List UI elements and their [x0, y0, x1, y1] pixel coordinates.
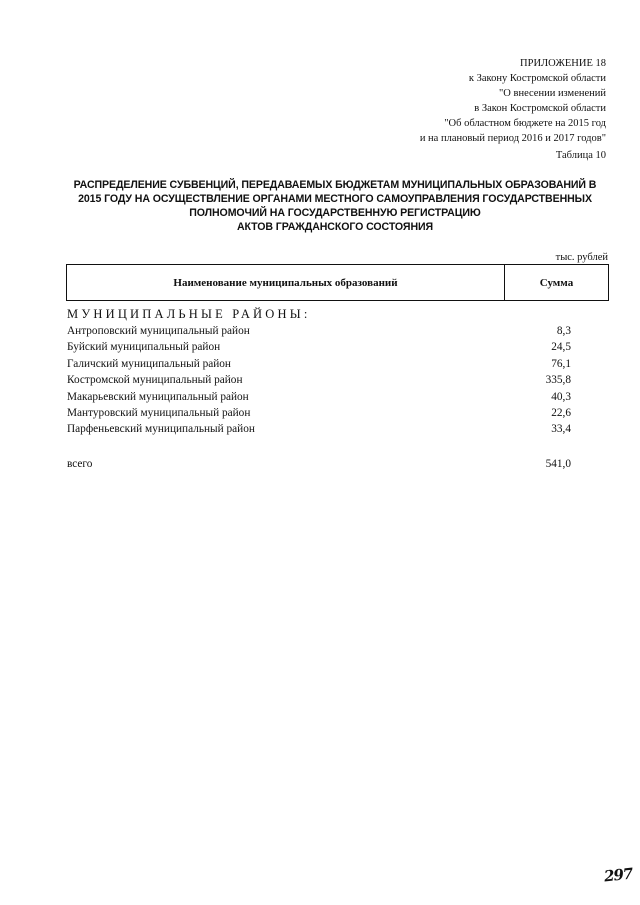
row-name: Буйский муниципальный район [67, 341, 221, 354]
total-value: 541,0 [545, 458, 571, 470]
title-line: ПОЛНОМОЧИЙ НА ГОСУДАРСТВЕННУЮ РЕГИСТРАЦИЮ [189, 207, 481, 219]
table-row [67, 389, 577, 405]
appendix-line: "Об областном бюджете на 2015 год [444, 118, 606, 129]
table-row [67, 372, 577, 388]
table-row [67, 323, 577, 339]
title-line: РАСПРЕДЕЛЕНИЕ СУБВЕНЦИЙ, ПЕРЕДАВАЕМЫХ БЮДЖЕТАМ МУНИЦИПАЛЬНЫХ ОБРАЗОВАНИЙ В [73, 179, 597, 191]
column-header-name: Наименование муниципальных образований [67, 265, 505, 300]
appendix-line: ПРИЛОЖЕНИЕ 18 [520, 58, 606, 69]
row-value: 335,8 [545, 374, 571, 387]
row-name: Костромской муниципальный район [67, 374, 243, 387]
row-value: 76,1 [551, 357, 571, 370]
table-row [67, 339, 577, 355]
row-value: 8,3 [556, 325, 571, 337]
appendix-line: и на плановый период 2016 и 2017 годов" [419, 133, 606, 144]
document-title [60, 178, 610, 234]
row-name: Антроповский муниципальный район [67, 325, 250, 337]
appendix-line: в Закон Костромской области [474, 103, 606, 114]
column-header-sum: Сумма [539, 276, 574, 289]
handwritten-page-number: 297 [603, 864, 634, 886]
table-row [67, 356, 577, 372]
total-row [67, 456, 577, 473]
table-header [66, 264, 609, 301]
row-name: Макарьевский муниципальный район [67, 390, 249, 403]
total-label: всего [67, 458, 93, 470]
appendix-line: к Закону Костромской области [468, 73, 606, 84]
title-line: 2015 ГОДУ НА ОСУЩЕСТВЛЕНИЕ ОРГАНАМИ МЕСТНОГО САМОУПРАВЛЕНИЯ ГОСУДАРСТВЕННЫХ [78, 193, 592, 205]
row-value: 33,4 [551, 423, 571, 436]
row-name: Галичский муниципальный район [67, 357, 231, 370]
table-body [67, 323, 577, 438]
section-label: МУНИЦИПАЛЬНЫЕ РАЙОНЫ: [67, 307, 311, 321]
title-line: АКТОВ ГРАЖДАНСКОГО СОСТОЯНИЯ [236, 221, 434, 233]
units-label: тыс. рублей [555, 252, 608, 263]
row-value: 40,3 [551, 390, 571, 403]
appendix-line: "О внесении изменений [499, 88, 606, 99]
table-row [67, 405, 577, 421]
row-name: Парфеньевский муниципальный район [67, 423, 255, 436]
row-name: Мантуровский муниципальный район [67, 406, 251, 419]
appendix-header [420, 56, 606, 146]
table-row [67, 421, 577, 437]
row-value: 24,5 [551, 341, 571, 354]
table-number: Таблица 10 [555, 150, 606, 161]
row-value: 22,6 [551, 406, 571, 419]
